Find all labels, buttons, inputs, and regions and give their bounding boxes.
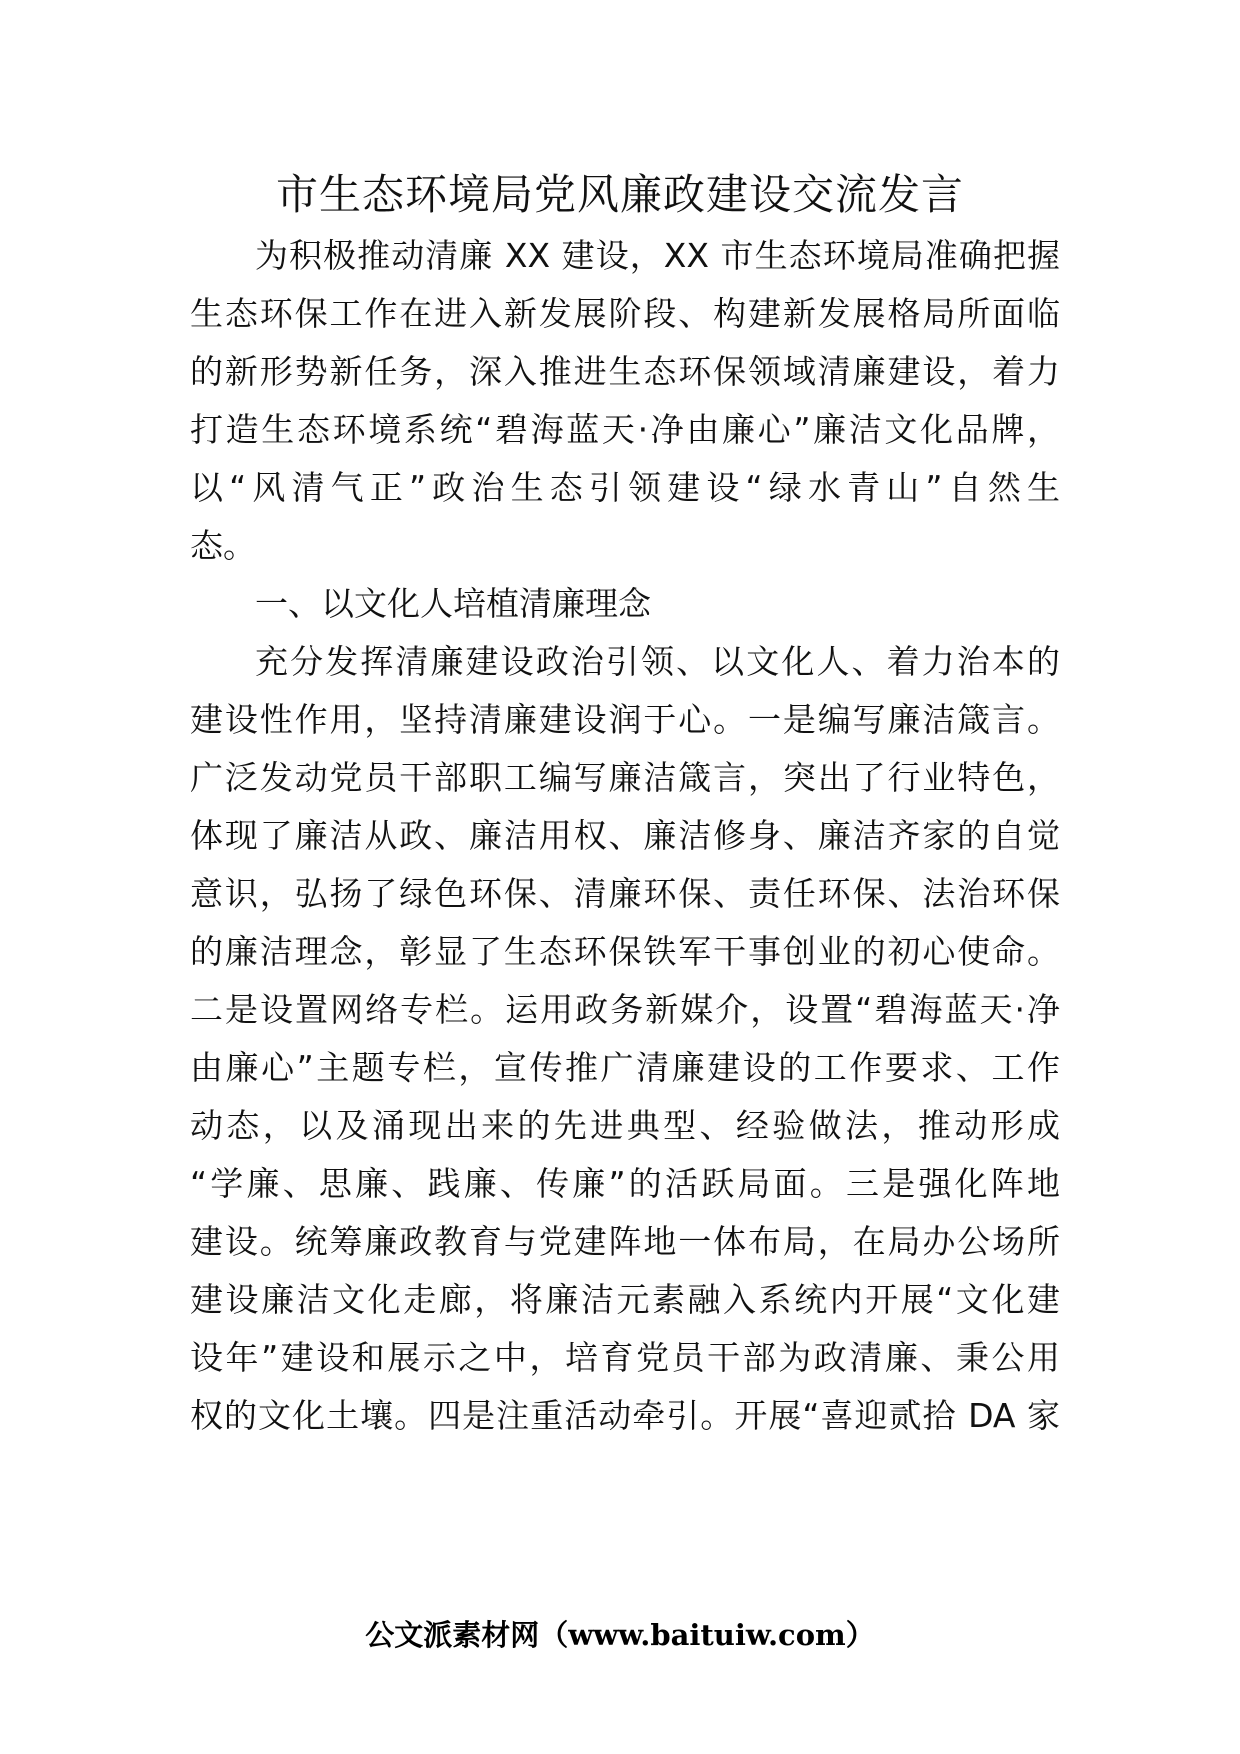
paragraph-line: 二是设置网络专栏。运用政务新媒介，设置“碧海蓝天·净 [190,990,1060,1029]
paragraph-line: 为积极推动清廉 XX 建设，XX 市生态环境局准确把握 [255,236,1060,275]
paragraph-line: 建设。统筹廉政教育与党建阵地一体布局，在局办公场所 [190,1222,1060,1261]
paragraph-line: 的新形势新任务，深入推进生态环保领域清廉建设，着力 [190,352,1060,391]
paragraph-line: 以“风清气正”政治生态引领建设“绿水青山”自然生 [190,468,1060,507]
paragraph-line: 态。 [190,526,256,565]
paragraph-line: 体现了廉洁从政、廉洁用权、廉洁修身、廉洁齐家的自觉 [190,816,1060,855]
paragraph-line: 的廉洁理念，彰显了生态环保铁军干事创业的初心使命。 [190,932,1060,971]
document-title: 市生态环境局党风廉政建设交流发言 [275,170,964,219]
footer-watermark: 公文派素材网（www.baituiw.com） [365,1618,875,1652]
paragraph-line: 建设廉洁文化走廊，将廉洁元素融入系统内开展“文化建 [190,1280,1060,1319]
paragraph-line: 意识，弘扬了绿色环保、清廉环保、责任环保、法治环保 [190,874,1060,913]
paragraph-line: 由廉心”主题专栏，宣传推广清廉建设的工作要求、工作 [190,1048,1060,1087]
paragraph-line: 动态，以及涌现出来的先进典型、经验做法，推动形成 [190,1106,1060,1145]
paragraph-line: 广泛发动党员干部职工编写廉洁箴言，突出了行业特色， [190,758,1060,797]
paragraph-line: “学廉、思廉、践廉、传廉”的活跃局面。三是强化阵地 [190,1164,1060,1203]
section-heading: 一、以文化人培植清廉理念 [255,584,651,623]
paragraph-line: 打造生态环境系统“碧海蓝天·净由廉心”廉洁文化品牌， [190,410,1060,449]
paragraph-line: 充分发挥清廉建设政治引领、以文化人、着力治本的 [255,642,1060,681]
paragraph-line: 权的文化土壤。四是注重活动牵引。开展“喜迎贰拾 DA 家 [190,1396,1060,1435]
paragraph-line: 建设性作用，坚持清廉建设润于心。一是编写廉洁箴言。 [190,700,1060,739]
paragraph-line: 设年”建设和展示之中，培育党员干部为政清廉、秉公用 [190,1338,1060,1377]
paragraph-line: 生态环保工作在进入新发展阶段、构建新发展格局所面临 [190,294,1060,333]
